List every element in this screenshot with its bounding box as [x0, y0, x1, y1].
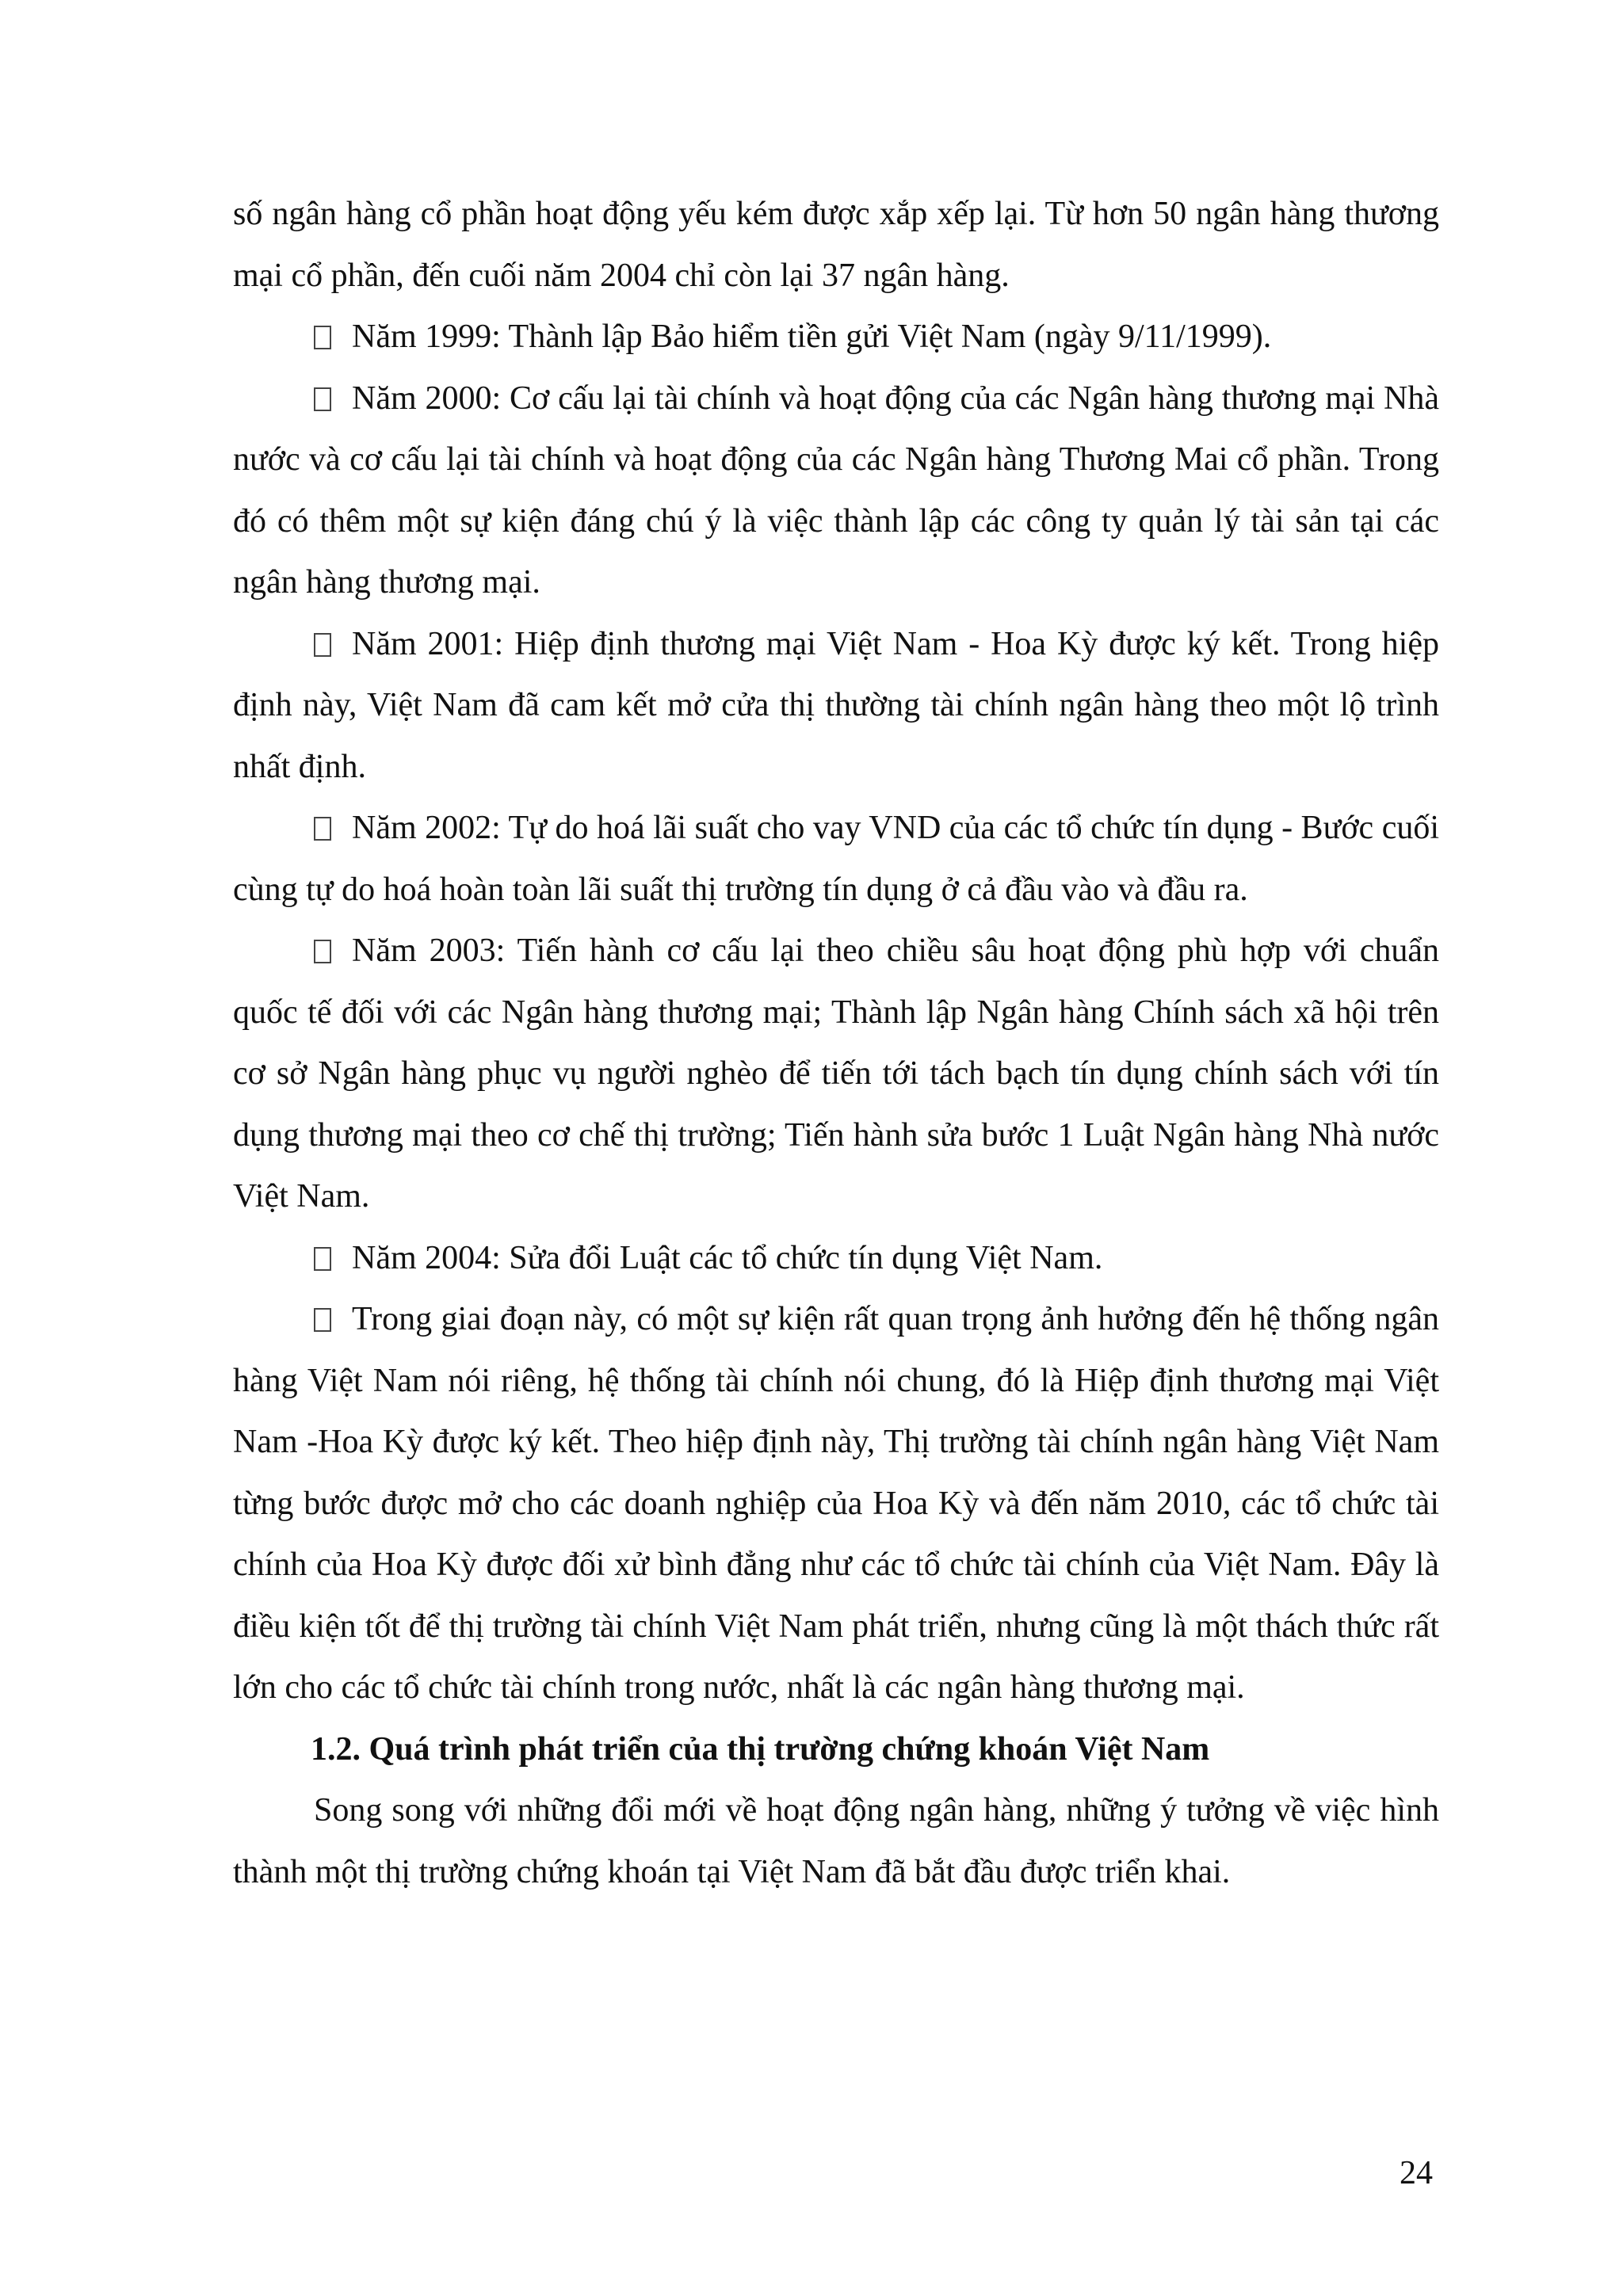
- bullet-item-2004: [233, 1228, 1439, 1290]
- bullet-item-summary: [233, 1289, 1439, 1719]
- bullet-item-2001: [233, 614, 1439, 799]
- bullet-text: Năm 2002: Tự do hoá lãi suất cho vay VND của các tổ chức tín dụng - Bước cuối cùng tự do hoá hoàn toàn lãi suất thị trường tín dụng ở cả đầu vào và đầu ra.: [233, 810, 1439, 908]
- bullet-item-2000: [233, 368, 1439, 614]
- bullet-text: Năm 2003: Tiến hành cơ cấu lại theo chiều sâu hoạt động phù hợp với chuẩn quốc tế đối với các Ngân hàng thương mại; Thành lập Ngân hàng Chính sách xã hội trên cơ sở Ngân hàng phục vụ người nghèo để tiến tới tách bạch tín dụng chính sách với tín dụng thương mại theo cơ chế thị trường; Tiến hành sửa bước 1 Luật Ngân hàng Nhà nước Việt Nam.: [233, 933, 1439, 1215]
- section-heading: 1.2. Quá trình phát triển của thị trường chứng khoán Việt Nam: [311, 1730, 1210, 1768]
- page-number: 24: [1400, 2155, 1433, 2191]
- bullet-box-icon: [314, 940, 331, 963]
- closing-paragraph: Song song với những đổi mới về hoạt động ngân hàng, những ý tưởng về việc hình thành một thị trường chứng khoán tại Việt Nam đã bắt đầu được triển khai.: [233, 1792, 1439, 1890]
- bullet-box-icon: [314, 326, 331, 349]
- bullet-text: Năm 2004: Sửa đổi Luật các tổ chức tín dụng Việt Nam.: [352, 1239, 1103, 1276]
- bullet-item-2003: [233, 921, 1439, 1228]
- continuation-paragraph: số ngân hàng cổ phần hoạt động yếu kém được xắp xếp lại. Từ hơn 50 ngân hàng thương mại cổ phần, đến cuối năm 2004 chỉ còn lại 37 ngân hàng.: [233, 196, 1439, 294]
- bullet-text: Trong giai đoạn này, có một sự kiện rất quan trọng ảnh hưởng đến hệ thống ngân hàng Việt Nam nói riêng, hệ thống tài chính nói chung, đó là Hiệp định thương mại Việt Nam -Hoa Kỳ được ký kết. Theo hiệp định này, Thị trường tài chính ngân hàng Việt Nam từng bước được mở cho các doanh nghiệp của Hoa Kỳ và đến năm 2010, các tổ chức tài chính của Hoa Kỳ được đối xử bình đẳng như các tổ chức tài chính của Việt Nam. Đây là điều kiện tốt để thị trường tài chính Việt Nam phát triển, nhưng cũng là một thách thức rất lớn cho các tổ chức tài chính trong nước, nhất là các ngân hàng thương mại.: [233, 1301, 1439, 1706]
- bullet-text: Năm 2001: Hiệp định thương mại Việt Nam - Hoa Kỳ được ký kết. Trong hiệp định này, Việt Nam đã cam kết mở cửa thị thường tài chính ngân hàng theo một lộ trình nhất định.: [233, 625, 1439, 785]
- bullet-box-icon: [314, 633, 331, 657]
- bullet-box-icon: [314, 1308, 331, 1332]
- bullet-box-icon: [314, 387, 331, 411]
- page-body: [233, 184, 1439, 1903]
- bullet-box-icon: [314, 1247, 331, 1271]
- bullet-text: Năm 2000: Cơ cấu lại tài chính và hoạt động của các Ngân hàng thương mại Nhà nước và cơ cấu lại tài chính và hoạt động của các Ngân hàng Thương Mai cổ phần. Trong đó có thêm một sự kiện đáng chú ý là việc thành lập các công ty quản lý tài sản tại các ngân hàng thương mại.: [233, 379, 1439, 601]
- bullet-text: Năm 1999: Thành lập Bảo hiểm tiền gửi Việt Nam (ngày 9/11/1999).: [352, 318, 1272, 355]
- bullet-box-icon: [314, 817, 331, 841]
- bullet-item-1999: [233, 307, 1439, 368]
- bullet-item-2002: [233, 798, 1439, 921]
